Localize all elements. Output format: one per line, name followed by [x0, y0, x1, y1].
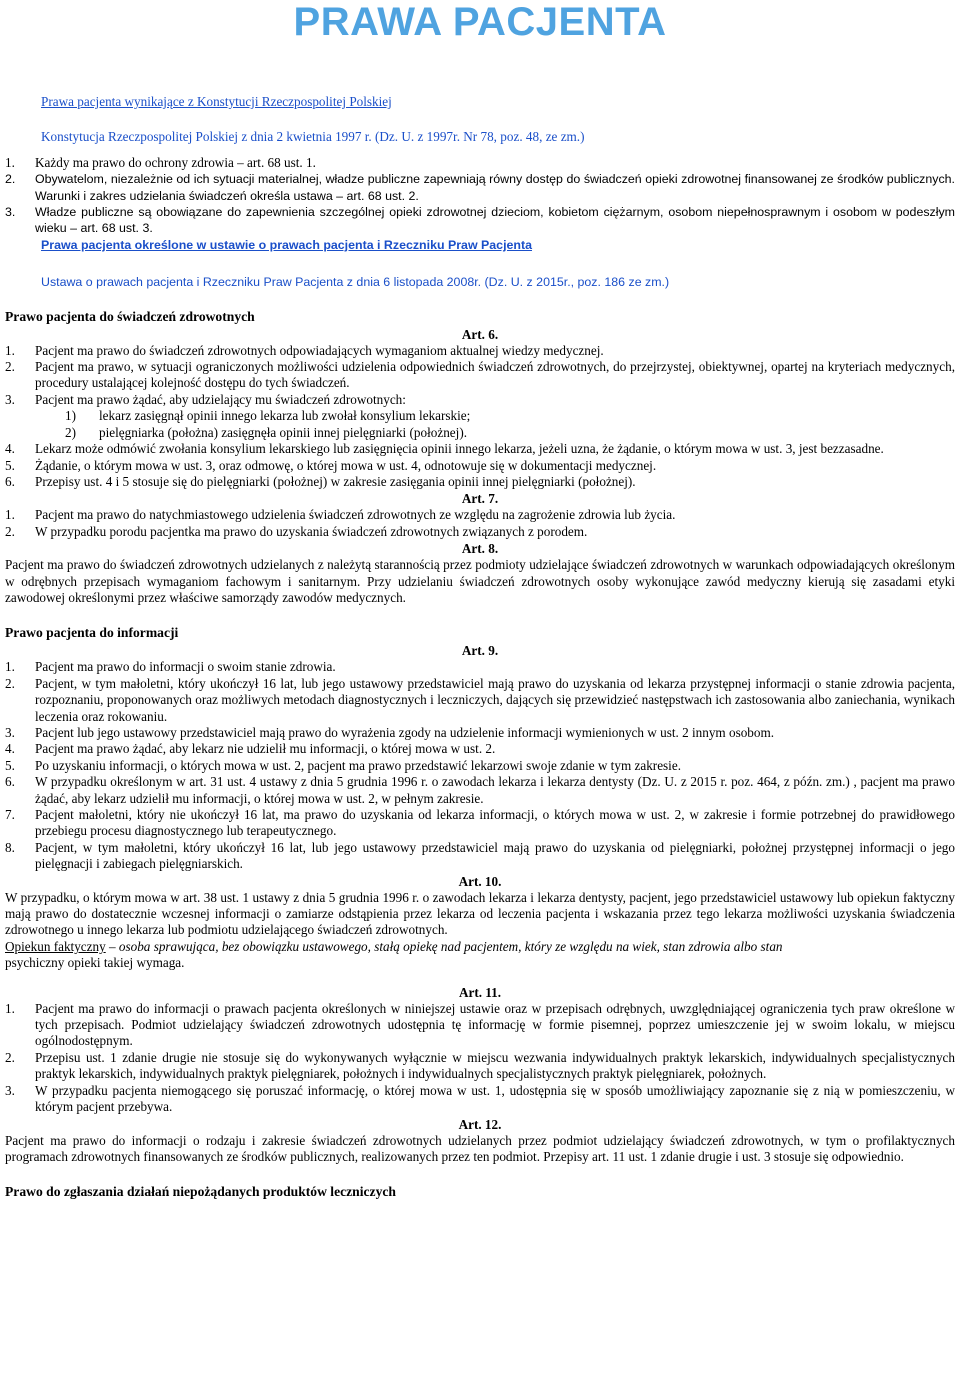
- item-text: Pacjent małoletni, który nie ukończył 16 lat, ma prawo do uzyskania od lekarza informacji, o których mowa w ust. 2, w zakresie i formie potrzebnej do prawidłowego przebiegu procesu diagnostycznego lub terapeutycznego.: [35, 807, 955, 839]
- list-item: [5, 474, 955, 490]
- sublist-item: [5, 425, 955, 441]
- list-item: [5, 343, 955, 359]
- item-text: Pacjent ma prawo, w sytuacji ograniczonych możliwości udzielenia odpowiednich świadczeń zdrowotnych, do przejrzystej, obiektywnej, opartej na kryteriach medycznych, procedury ustalającej kolejność dostępu do tych świadczeń.: [35, 359, 955, 391]
- item-number: 2.: [5, 1049, 15, 1065]
- article-10-text: W przypadku, o którym mowa w art. 38 ust. 1 ustawy z dnia 5 grudnia 1996 r. o zawodach lekarza i lekarza dentysty, pacjent, jego przedstawiciel ustawowy lub opiekun faktyczny mają prawo do dostatecznie wczesnej informacji o zamiarze odstąpienia przez lekarza od leczenia pacjenta i wskazania przez tego lekarza możliwości uzyskania świadczenia zdrowotnego u innego lekarza lub podmiotu udzielającego świadczeń zdrowotnych.: [5, 889, 955, 938]
- item-number: 1.: [5, 659, 15, 675]
- item-text: Pacjent lub jego ustawowy przedstawiciel mają prawo do wyrażenia zgody na udzielenie informacji wymienionych w ust. 2 innym osobom.: [35, 724, 775, 740]
- list-item: [5, 441, 955, 457]
- item-number: 6.: [5, 774, 15, 790]
- item-text: Po uzyskaniu informacji, o których mowa w ust. 2, pacjent ma prawo przedstawić lekarzowi swoje zdanie w tym zakresie.: [35, 757, 681, 773]
- article-12-text: Pacjent ma prawo do informacji o rodzaju i zakresie świadczeń zdrowotnych udzielanych przez podmiot udzielający świadczeń zdrowotnych, w tym o profilaktycznych programach zdrowotnych finansowanych ze środków publicznych, realizowanych przez ten podmiot. Przepisy art. 11 ust. 1 zdanie drugie i ust. 3 stosuje się odpowiednio.: [5, 1132, 955, 1164]
- list-item: [5, 840, 955, 873]
- item-text: Przepisu ust. 1 zdanie drugie nie stosuje się do wykonywanych wyłącznie w miejscu wezwania indywidualnych praktyk lekarskich, indywidualnych specjalistycznych praktyk lekarskich, indywidualnych praktyk pielęgniarek, położnych i indywidualnych specjalistycznych praktyk pielęgniarek, położnych.: [35, 1049, 955, 1082]
- constitution-source: Konstytucja Rzeczpospolitej Polskiej z dnia 2 kwietnia 1997 r. (Dz. U. z 1997r. Nr 78, poz. 48, ze zm.): [41, 129, 585, 145]
- item-number: 2): [65, 424, 76, 440]
- sublist-item: [5, 408, 955, 424]
- item-text: Pacjent ma prawo żądać, aby lekarz nie udzielił mu informacji, o której mowa w ust. 2.: [35, 741, 496, 757]
- item-text: pielęgniarka (położna) zasięgnęła opinii innej pielęgniarki (położnej).: [99, 424, 468, 440]
- list-item: [5, 524, 955, 540]
- statute-source: Ustawa o prawach pacjenta i Rzeczniku Praw Pacjenta z dnia 6 listopada 2008r. (Dz. U. z 2015r., poz. 186 ze zm.): [41, 275, 670, 290]
- list-item: [5, 1083, 955, 1116]
- section-heading-health-services: Prawo pacjenta do świadczeń zdrowotnych: [5, 308, 255, 324]
- item-number: 2.: [5, 359, 15, 375]
- item-text: Każdy ma prawo do ochrony zdrowia – art. 68 ust. 1.: [35, 154, 316, 170]
- item-text: Pacjent ma prawo do informacji o swoim stanie zdrowia.: [35, 659, 336, 675]
- item-number: 1.: [5, 154, 15, 170]
- article-8-heading: Art. 8.: [461, 541, 499, 557]
- list-item: [5, 807, 955, 840]
- item-number: 3.: [5, 391, 15, 407]
- list-item: [5, 392, 955, 408]
- article-9-list: [5, 659, 955, 872]
- section-heading-information: Prawo pacjenta do informacji: [5, 625, 179, 641]
- item-text: lekarz zasięgnął opinii innego lekarza lub zwołał konsylium lekarskie;: [99, 408, 471, 424]
- article-11-heading: Art. 11.: [458, 984, 502, 1000]
- article-12-heading: Art. 12.: [458, 1116, 502, 1132]
- list-item: [5, 171, 955, 204]
- article-10-heading: Art. 10.: [458, 873, 502, 889]
- article-9-heading: Art. 9.: [461, 643, 499, 659]
- article-7-list: [5, 507, 955, 540]
- item-number: 2.: [5, 523, 15, 539]
- article-11-list: [5, 1001, 955, 1116]
- list-item: [5, 359, 955, 392]
- item-number: 5.: [5, 757, 15, 773]
- item-number: 4.: [5, 441, 15, 457]
- constitution-heading-link[interactable]: Prawa pacjenta wynikające z Konstytucji Rzeczpospolitej Polskiej: [41, 94, 392, 109]
- article-6-heading: Art. 6.: [461, 326, 499, 342]
- item-number: 2.: [5, 172, 16, 187]
- article-6-list: [5, 343, 955, 409]
- list-item: [5, 204, 955, 237]
- item-number: 8.: [5, 839, 15, 855]
- article-10-definition: [5, 939, 955, 955]
- item-number: 6.: [5, 473, 15, 489]
- list-item: [5, 758, 955, 774]
- list-item: [5, 155, 955, 171]
- item-text: W przypadku określonym w art. 31 ust. 4 ustawy z dnia 5 grudnia 1996 r. o zawodach lekarza i lekarza dentysty (Dz. U. z 2015 r. poz. 464, z późn. zm.) , pacjent ma prawo żądać, aby lekarz udzielił mu informacji, o której mowa w ust. 2, w pełnym zakresie.: [35, 774, 955, 806]
- item-text: W przypadku pacjenta niemogącego się poruszać informację, o której mowa w ust. 1, udostępnia się w sposób umożliwiający zapoznanie się z nią w pomieszczeniu, w którym pacjent przebywa.: [35, 1082, 955, 1115]
- statute-heading-link[interactable]: Prawa pacjenta określone w ustawie o prawach pacjenta i Rzeczniku Praw Pacjenta: [41, 237, 532, 252]
- definition-text: osoba sprawująca, bez obowiązku ustawowego, stałą opiekę nad pacjentem, który ze względu na wiek, stan zdrowia albo stan: [118, 938, 783, 954]
- constitution-list: [5, 155, 955, 237]
- item-number: 2.: [5, 675, 15, 691]
- article-6-list-cont: [5, 441, 955, 490]
- item-text: Pacjent ma prawo do natychmiastowego udzielenia świadczeń zdrowotnych ze względu na zagrożenie zdrowia lub życia.: [35, 507, 676, 523]
- page-title: PRAWA PACJENTA: [293, 0, 667, 44]
- item-text: Pacjent ma prawo do świadczeń zdrowotnych odpowiadających wymaganiom aktualnej wiedzy medycznej.: [35, 342, 604, 358]
- item-number: 5.: [5, 457, 15, 473]
- article-7-heading: Art. 7.: [461, 491, 499, 507]
- list-item: [5, 507, 955, 523]
- item-text: Żądanie, o którym mowa w ust. 3, oraz odmowę, o której mowa w ust. 4, odnotowuje się w dokumentacji medycznej.: [35, 457, 657, 473]
- list-item: [5, 774, 955, 807]
- list-item: [5, 741, 955, 757]
- item-text: W przypadku porodu pacjentka ma prawo do uzyskania świadczeń zdrowotnych związanych z porodem.: [35, 523, 588, 539]
- item-text: Przepisy ust. 4 i 5 stosuje się do pielęgniarki (położnej) w zakresie zasięgania opinii innej pielęgniarki (położnej).: [35, 473, 636, 489]
- item-number: 4.: [5, 741, 15, 757]
- list-item: [5, 1050, 955, 1083]
- article-6-sublist: [5, 408, 955, 441]
- item-text: Pacjent ma prawo żądać, aby udzielający mu świadczeń zdrowotnych:: [35, 391, 406, 407]
- item-number: 3.: [5, 724, 15, 740]
- section-heading-adverse-reactions: Prawo do zgłaszania działań niepożądanych produktów leczniczych: [5, 1184, 396, 1200]
- article-8-text: Pacjent ma prawo do świadczeń zdrowotnych udzielanych z należytą starannością przez podmioty udzielające świadczeń zdrowotnych w warunkach odpowiadających określonym w odrębnych przepisach wymaganiom fachowym i sanitarnym. Przy udzielaniu świadczeń zdrowotnych osoby wykonujące zawód medyczny kierują się zasadami etyki zawodowej określonymi przez właściwe samorządy zawodów medycznych.: [5, 557, 955, 605]
- item-text: Lekarz może odmówić zwołania konsylium lekarskiego lub zasięgnięcia opinii innego lekarza, jeżeli uzna, że żądanie, o którym mowa w ust. 3, jest bezzasadne.: [35, 441, 884, 457]
- item-number: 3.: [5, 205, 16, 220]
- list-item: [5, 659, 955, 675]
- item-text: Władze publiczne są obowiązane do zapewnienia szczególnej opieki zdrowotnej dzieciom, kobietom ciężarnym, osobom niepełnosprawnym i osobom w podeszłym wieku – art. 68 ust. 3.: [35, 205, 955, 236]
- item-number: 1.: [5, 1000, 15, 1016]
- item-number: 1): [65, 408, 76, 424]
- item-number: 7.: [5, 807, 15, 822]
- list-item: [5, 725, 955, 741]
- item-number: 3.: [5, 1082, 15, 1098]
- article-10-definition-tail: psychiczny opieki takiej wymaga.: [5, 955, 185, 971]
- item-text: Pacjent ma prawo do informacji o prawach pacjenta określonych w niniejszej ustawie oraz w przepisach odrębnych, uwzględniającej ograniczenia tych praw określone w tych przepisach. Podmiot udzielający świadczeń zdrowotnych udostępnia tę informację w formie pisemnej, poprzez umieszczenie jej w swoim lokalu, w miejscu ogólnodostępnym.: [35, 1000, 955, 1049]
- list-item: [5, 676, 955, 725]
- item-text: Pacjent, w tym małoletni, który ukończył 16 lat, lub jego ustawowy przedstawiciel mają prawo do uzyskania od lekarza przystępnej informacji o stanie zdrowia pacjenta, rozpoznaniu, proponowanych oraz możliwych metodach diagnostycznych i leczniczych, dających się przewidzieć następstwach ich zastosowania albo zaniechania, wynikach leczenia oraz rokowaniu.: [35, 675, 955, 724]
- list-item: [5, 1001, 955, 1050]
- definition-dash: –: [105, 938, 119, 954]
- definition-term: Opiekun faktyczny: [5, 938, 106, 954]
- item-text: Obywatelom, niezależnie od ich sytuacji materialnej, władze publiczne zapewniają równy dostęp do świadczeń opieki zdrowotnej finansowanej ze środków publicznych. Warunki i zakres udzielania świadczeń określa ustawa – art. 68 ust. 2.: [35, 172, 955, 203]
- document-page: [5, 0, 955, 1201]
- list-item: [5, 458, 955, 474]
- item-number: 1.: [5, 507, 15, 523]
- item-text: Pacjent, w tym małoletni, który ukończył 16 lat, lub jego ustawowy przedstawiciel mają prawo do uzyskania od pielęgniarki, położnej przystępnej informacji o jego pielęgnacji i zabiegach pielęgniarskich.: [35, 839, 955, 872]
- item-number: 1.: [5, 342, 15, 358]
